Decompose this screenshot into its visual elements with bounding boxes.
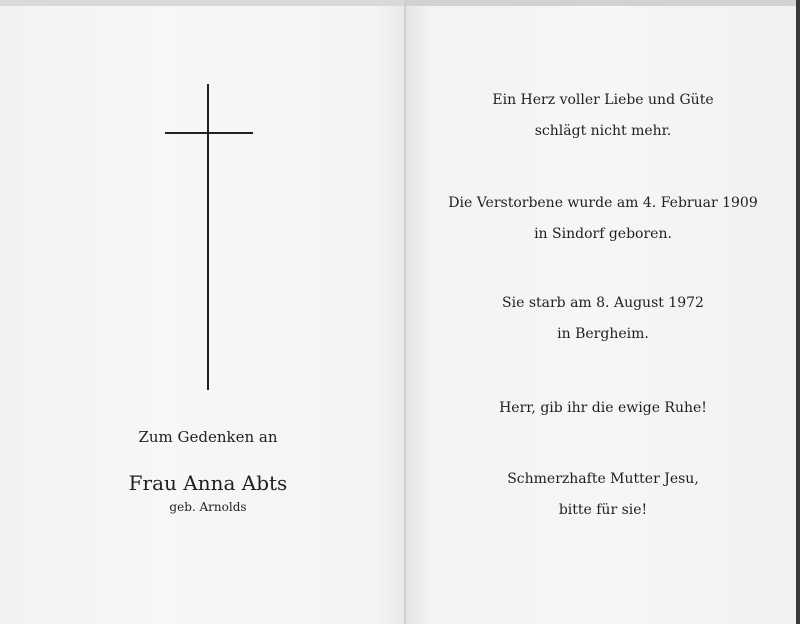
text-line-mother: Schmerzhafte Mutter Jesu, <box>507 471 699 487</box>
text-line-died-place: in Bergheim. <box>557 326 649 342</box>
text-line-heart: Ein Herz voller Liebe und Güte <box>492 92 714 108</box>
scan-edge <box>796 0 800 624</box>
right-page <box>406 0 800 624</box>
text-line-born-place: in Sindorf geboren. <box>534 226 672 242</box>
maiden-name: geb. Arnolds <box>169 500 247 514</box>
deceased-name: Frau Anna Abts <box>128 471 288 495</box>
in-memory-label: Zum Gedenken an <box>138 428 278 446</box>
text-line-prayer: Herr, gib ihr die ewige Ruhe! <box>499 400 707 416</box>
text-line-pray-for-her: bitte für sie! <box>558 502 648 518</box>
text-line-born-date: Die Verstorbene wurde am 4. Februar 1909 <box>448 195 758 211</box>
text-line-died-date: Sie starb am 8. August 1972 <box>502 295 704 311</box>
cross-icon-vertical <box>207 84 209 390</box>
text-line-beats: schlägt nicht mehr. <box>534 123 672 139</box>
cross-icon-horizontal <box>165 132 253 134</box>
